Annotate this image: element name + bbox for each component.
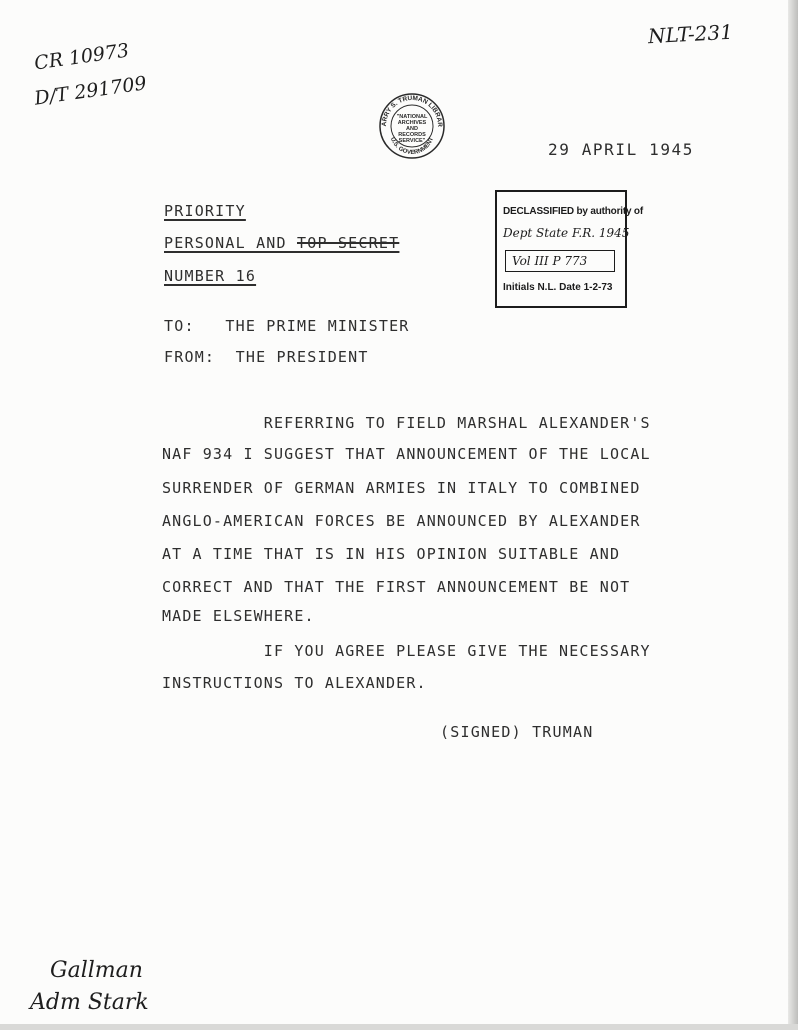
page-edge-right bbox=[788, 0, 798, 1030]
declassified-authority: Dept State F.R. 1945 bbox=[503, 226, 630, 240]
body-line: NAF 934 I SUGGEST THAT ANNOUNCEMENT OF THE LOCAL bbox=[162, 445, 651, 463]
message-number: NUMBER 16 bbox=[164, 267, 257, 285]
priority-label: PRIORITY bbox=[164, 202, 246, 220]
seal-inner-text: "NATIONAL ARCHIVES AND RECORDS SERVICE" bbox=[396, 114, 428, 144]
handwritten-cr-number: CR 10973 bbox=[32, 39, 131, 75]
body-line: AT A TIME THAT IS IN HIS OPINION SUITABLE AND bbox=[162, 545, 621, 563]
signature-line: (SIGNED) TRUMAN bbox=[440, 723, 594, 741]
declassified-header: DECLASSIFIED by authority of bbox=[503, 206, 643, 217]
seal-outer-text: ARRY S. TRUMAN LIBRAR bbox=[380, 94, 444, 127]
declassified-volume: Vol III P 773 bbox=[505, 250, 615, 272]
from-line: FROM: THE PRESIDENT bbox=[164, 348, 369, 366]
body-line: REFERRING TO FIELD MARSHAL ALEXANDER'S bbox=[162, 414, 651, 432]
body-line: CORRECT AND THAT THE FIRST ANNOUNCEMENT BE NOT bbox=[162, 578, 631, 596]
document-date: 29 APRIL 1945 bbox=[548, 140, 695, 159]
seal-lower-text: U.S. GOVERNMENT bbox=[388, 136, 436, 157]
declassified-stamp bbox=[495, 190, 643, 308]
classification-label bbox=[164, 234, 399, 252]
truman-library-seal bbox=[378, 92, 446, 160]
body-line: MADE ELSEWHERE. bbox=[162, 607, 315, 625]
to-line: TO: THE PRIME MINISTER bbox=[164, 317, 410, 335]
handwritten-name-gallman: Gallman bbox=[50, 958, 143, 983]
body-line: SURRENDER OF GERMAN ARMIES IN ITALY TO COMBINED bbox=[162, 479, 641, 497]
body-line: INSTRUCTIONS TO ALEXANDER. bbox=[162, 674, 427, 692]
classification-prefix: PERSONAL AND bbox=[164, 234, 297, 252]
declassified-initials-date: Initials N.L. Date 1-2-73 bbox=[503, 282, 613, 293]
classification-struck: TOP SECRET bbox=[297, 234, 400, 252]
handwritten-dt-number: D/T 291709 bbox=[33, 72, 148, 110]
page-edge-bottom bbox=[0, 1024, 798, 1030]
body-line: ANGLO-AMERICAN FORCES BE ANNOUNCED BY ALEXANDER bbox=[162, 512, 641, 530]
handwritten-name-stark: Adm Stark bbox=[30, 990, 149, 1015]
handwritten-file-number: NLT-231 bbox=[647, 19, 734, 49]
body-line: IF YOU AGREE PLEASE GIVE THE NECESSARY bbox=[162, 642, 651, 660]
